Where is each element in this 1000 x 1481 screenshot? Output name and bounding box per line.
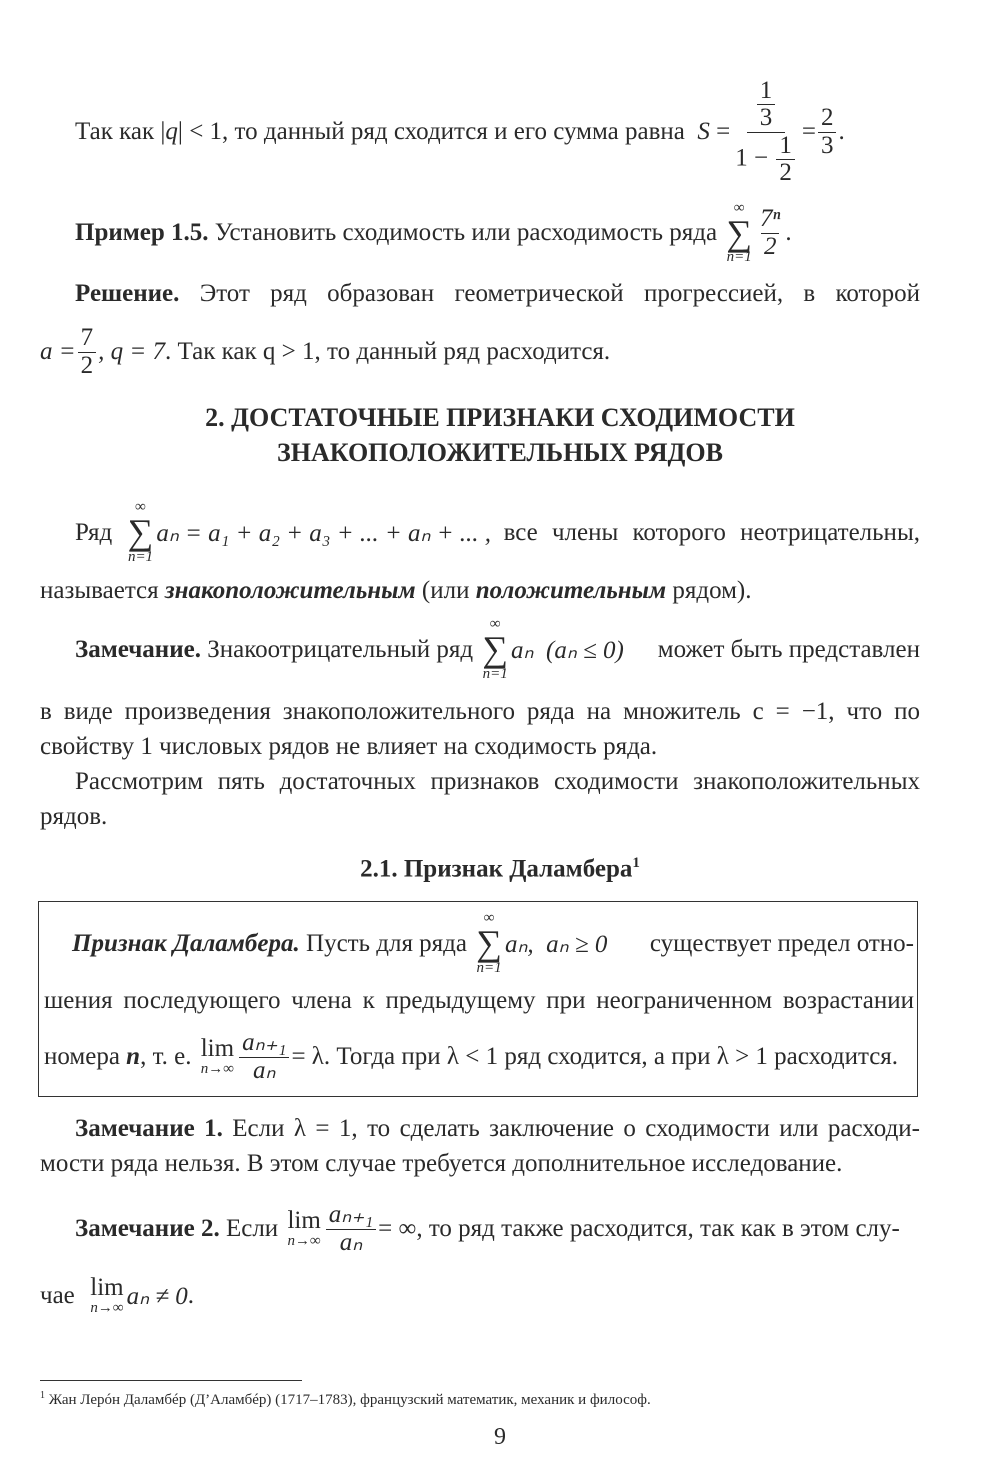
def-rest: все члены которого неотрицательны, [503, 518, 920, 546]
sum-operator: ∞ ∑ n=1 [127, 499, 154, 565]
remark-line-2: в виде произведения знакоположительного ряда на множитель c = −1, что по [40, 698, 920, 725]
theorem-line-2: шения последующего члена к предыдущему при неограниченном возрастании [44, 987, 914, 1014]
def-word: Ряд [75, 518, 113, 546]
remark1-line-2: мости ряда нельзя. В этом случае требуется дополнительное исследование. [40, 1150, 843, 1177]
subheading: 2.1. Признак Даламбера$^1$ [360, 855, 640, 883]
sum-symbol-s: S [697, 118, 710, 145]
lt-one: < 1 [189, 118, 223, 145]
sum-operator: ∞ ∑ n=1 [476, 910, 502, 976]
text-mid: , то данный ряд сходится и его сумма равна [222, 118, 685, 145]
remark-condition: (aₙ ≤ 0) [546, 636, 624, 664]
limit-operator: lim n→∞ [287, 1207, 321, 1250]
theorem-line-1: Признак Даламбера. Пусть для ряда ∞ ∑ n=1 aₙ, aₙ ≥ 0 существует предел отно- [72, 910, 914, 976]
fraction-a: $\frac{7}{2}$ [78, 325, 97, 379]
limit-operator: lim n→∞ [90, 1274, 124, 1317]
example-label: Пример 1.5. [75, 219, 209, 246]
compound-fraction: $\frac{1}{3}$ 1 − $\frac{1}{2}$ [732, 78, 800, 186]
text-prefix: Так как [75, 118, 155, 145]
solution-label: Решение. [75, 280, 180, 307]
fraction-two-thirds: $\frac{2}{3}$ [818, 105, 837, 159]
theorem-label: Признак Даламбера. [72, 929, 300, 957]
theorem-line-3: номера n , т. е. lim n→∞ $\frac{\text{aₙ₊₁}}{\text{aₙ}}$ = λ . Тогда при λ < 1 ряд сходится, а при λ > 1 расходится. [44, 1029, 899, 1084]
remark-label: Замечание. [75, 635, 201, 663]
remark-line-1: Замечание. Знакоотрицательный ряд ∞ ∑ n=1 aₙ (aₙ ≤ 0) может быть представлен [75, 616, 920, 682]
sum-operator: ∞ ∑ n=1 [482, 616, 509, 682]
def-formula: aₙ = a₁ + a₂ + a₃ + ... + aₙ + ... , [156, 519, 492, 547]
fraction-7n-over-2: $\frac{\text{7ⁿ}}{2}$ [760, 205, 781, 260]
line-sum-result: Так как |q| < 1 , то данный ряд сходится и его сумма равна S = $\frac{1}{3}$ 1 − $\frac{1}{2}$ = $\frac{2}{3}$ . [75, 77, 845, 186]
consider-line-2: рядов. [40, 803, 108, 830]
ratio-fraction: $\frac{\text{aₙ₊₁}}{\text{aₙ}}$ [239, 1030, 289, 1084]
section-heading-line-1: 2. ДОСТАТОЧНЫЕ ПРИЗНАКИ СХОДИМОСТИ [205, 403, 795, 432]
solution-line-1 [75, 280, 920, 308]
footnote: $^1$ Жан Лерóн Даламбéр (Д’Аламбéр) (1717–1783), французский математик, механик и философ. [40, 1390, 651, 1408]
abs-q: |q| [160, 118, 183, 145]
remark2-line-2: чае lim n→∞ aₙ ≠ 0 . [40, 1274, 195, 1317]
limit-operator: lim n→∞ [200, 1035, 235, 1078]
consider-line-1: Рассмотрим пять достаточных признаков сходимости знакоположительных [75, 768, 920, 795]
page-number: 9 [494, 1424, 506, 1450]
definition-line-2: называется знакоположительным (или положительным рядом). [40, 577, 752, 604]
section-heading-line-2: ЗНАКОПОЛОЖИТЕЛЬНЫХ РЯДОВ [277, 438, 723, 467]
fraction-one-third: $\frac{1}{3}$ [757, 78, 776, 132]
solution-text: Этот ряд образован геометрической прогрессией, в которой [199, 280, 921, 307]
definition-line-1 [75, 495, 920, 570]
ratio-fraction: $\frac{\text{aₙ₊₁}}{\text{aₙ}}$ [326, 1202, 376, 1256]
term-sign-positive: знакоположительным [164, 577, 416, 604]
sum-operator: ∞ ∑ n=1 [726, 199, 752, 266]
remark1-line-1: Замечание 1. Если λ = 1, то сделать заключение о сходимости или расходи- [75, 1115, 920, 1142]
example-line: Пример 1.5. Установить сходимость или расходимость ряда ∞ ∑ n=1 $\frac{\text{7ⁿ}}{2}$ . [75, 199, 792, 266]
remark-line-3: свойству 1 числовых рядов не влияет на сходимость ряда. [40, 733, 658, 760]
remark2-line-1: Замечание 2. Если lim n→∞ $\frac{\text{aₙ₊₁}}{\text{aₙ}}$ = ∞ , то ряд также расходится, так как в этом слу- [75, 1201, 900, 1256]
remark1-label: Замечание 1. [75, 1115, 223, 1142]
footnote-rule [40, 1380, 302, 1381]
equals: = [716, 118, 731, 145]
fraction-one-half: $\frac{1}{2}$ [776, 133, 795, 187]
term-positive: положительным [475, 577, 667, 604]
remark2-label: Замечание 2. [75, 1215, 220, 1242]
solution-line-2: a = $\frac{7}{2}$ , q = 7 . Так как q > 1, то данный ряд расходится. [40, 324, 611, 379]
example-text: Установить сходимость или расходимость ряда [214, 219, 718, 246]
